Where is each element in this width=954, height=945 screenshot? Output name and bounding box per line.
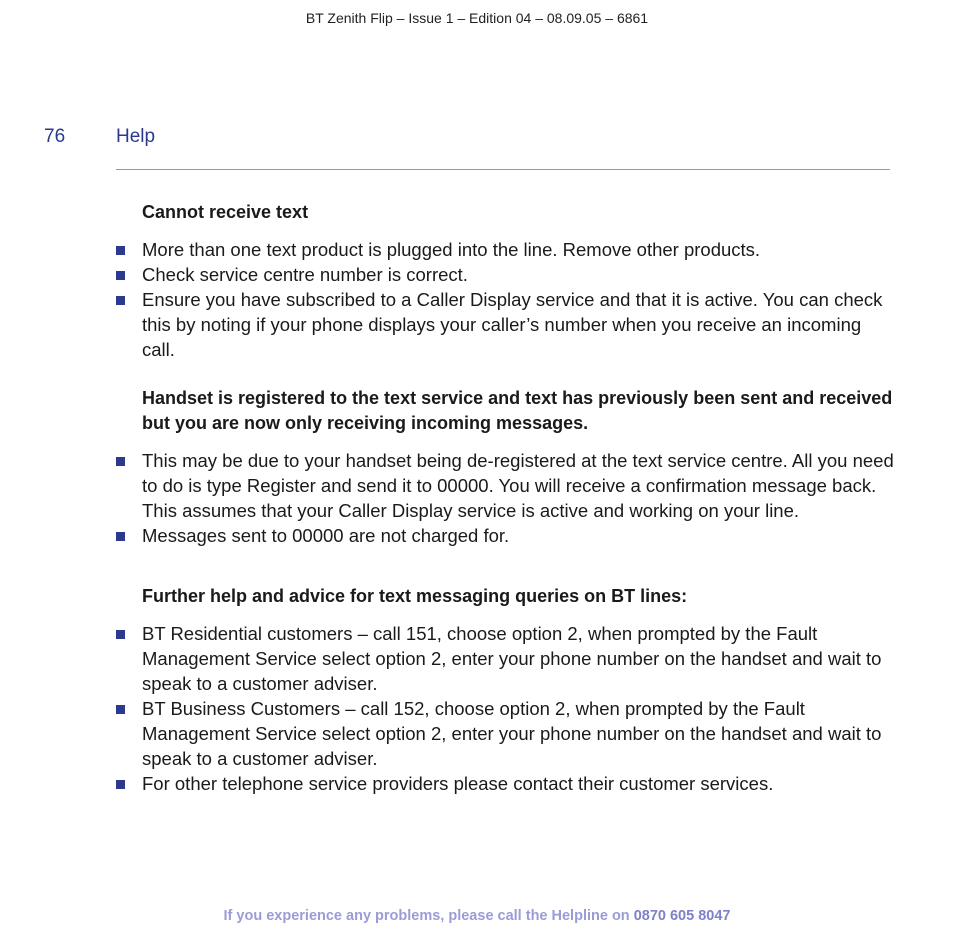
square-bullet-icon xyxy=(116,630,125,639)
list-item-text: Ensure you have subscribed to a Caller Display service and that it is active. You can check this by noting if your phone displays your caller’s number when you receive an incoming call. xyxy=(142,289,883,360)
document-meta-header: BT Zenith Flip – Issue 1 – Edition 04 – 08.09.05 – 6861 xyxy=(305,10,649,26)
help-content xyxy=(116,200,896,796)
list-item-text: Check service centre number is correct. xyxy=(142,264,468,285)
section-title: Help xyxy=(116,126,156,147)
square-bullet-icon xyxy=(116,532,125,541)
list-item-text: More than one text product is plugged into the line. Remove other products. xyxy=(142,239,761,260)
section-heading: Handset is registered to the text service and text has previously been sent and received but you are now only receiving incoming messages. xyxy=(142,388,893,433)
list-item-text: Messages sent to 00000 are not charged for. xyxy=(142,525,510,546)
square-bullet-icon xyxy=(116,780,125,789)
list-item xyxy=(116,523,896,548)
square-bullet-icon xyxy=(116,246,125,255)
section-heading: Cannot receive text xyxy=(142,202,309,222)
helpline-footer xyxy=(0,908,954,924)
list-item-text: This may be due to your handset being de-registered at the text service centre. All you need to do is type Register and send it to 00000. You will receive a confirmation message back. This assumes that your Caller Display service is active and working on your line. xyxy=(142,450,894,521)
list-item xyxy=(116,771,896,796)
list-item-text: BT Business Customers – call 152, choose option 2, when prompted by the Fault Management Service select option 2, enter your phone number on the handset and wait to speak to a customer adviser. xyxy=(142,698,882,769)
section-heading: Further help and advice for text messaging queries on BT lines: xyxy=(142,586,688,606)
list-item xyxy=(116,696,896,771)
list-item-text: BT Residential customers – call 151, choose option 2, when prompted by the Fault Management Service select option 2, enter your phone number on the handset and wait to speak to a customer adviser. xyxy=(142,623,882,694)
list-item xyxy=(116,621,896,696)
bullet-list xyxy=(116,237,896,362)
square-bullet-icon xyxy=(116,271,125,280)
helpline-phone-number: 0870 605 8047 xyxy=(633,908,731,924)
square-bullet-icon xyxy=(116,705,125,714)
list-item xyxy=(116,287,896,362)
list-item-text: For other telephone service providers please contact their customer services. xyxy=(142,773,774,794)
section-cannot-receive-text xyxy=(116,200,896,362)
page-number: 76 xyxy=(44,126,66,147)
list-item xyxy=(116,262,896,287)
bullet-list xyxy=(116,621,896,796)
header-divider xyxy=(116,169,890,170)
square-bullet-icon xyxy=(116,296,125,305)
section-handset-registered xyxy=(116,386,896,548)
list-item xyxy=(116,237,896,262)
square-bullet-icon xyxy=(116,457,125,466)
footer-text: If you experience any problems, please call the Helpline on xyxy=(223,908,634,924)
bullet-list xyxy=(116,448,896,548)
section-further-help xyxy=(116,584,896,796)
list-item xyxy=(116,448,896,523)
